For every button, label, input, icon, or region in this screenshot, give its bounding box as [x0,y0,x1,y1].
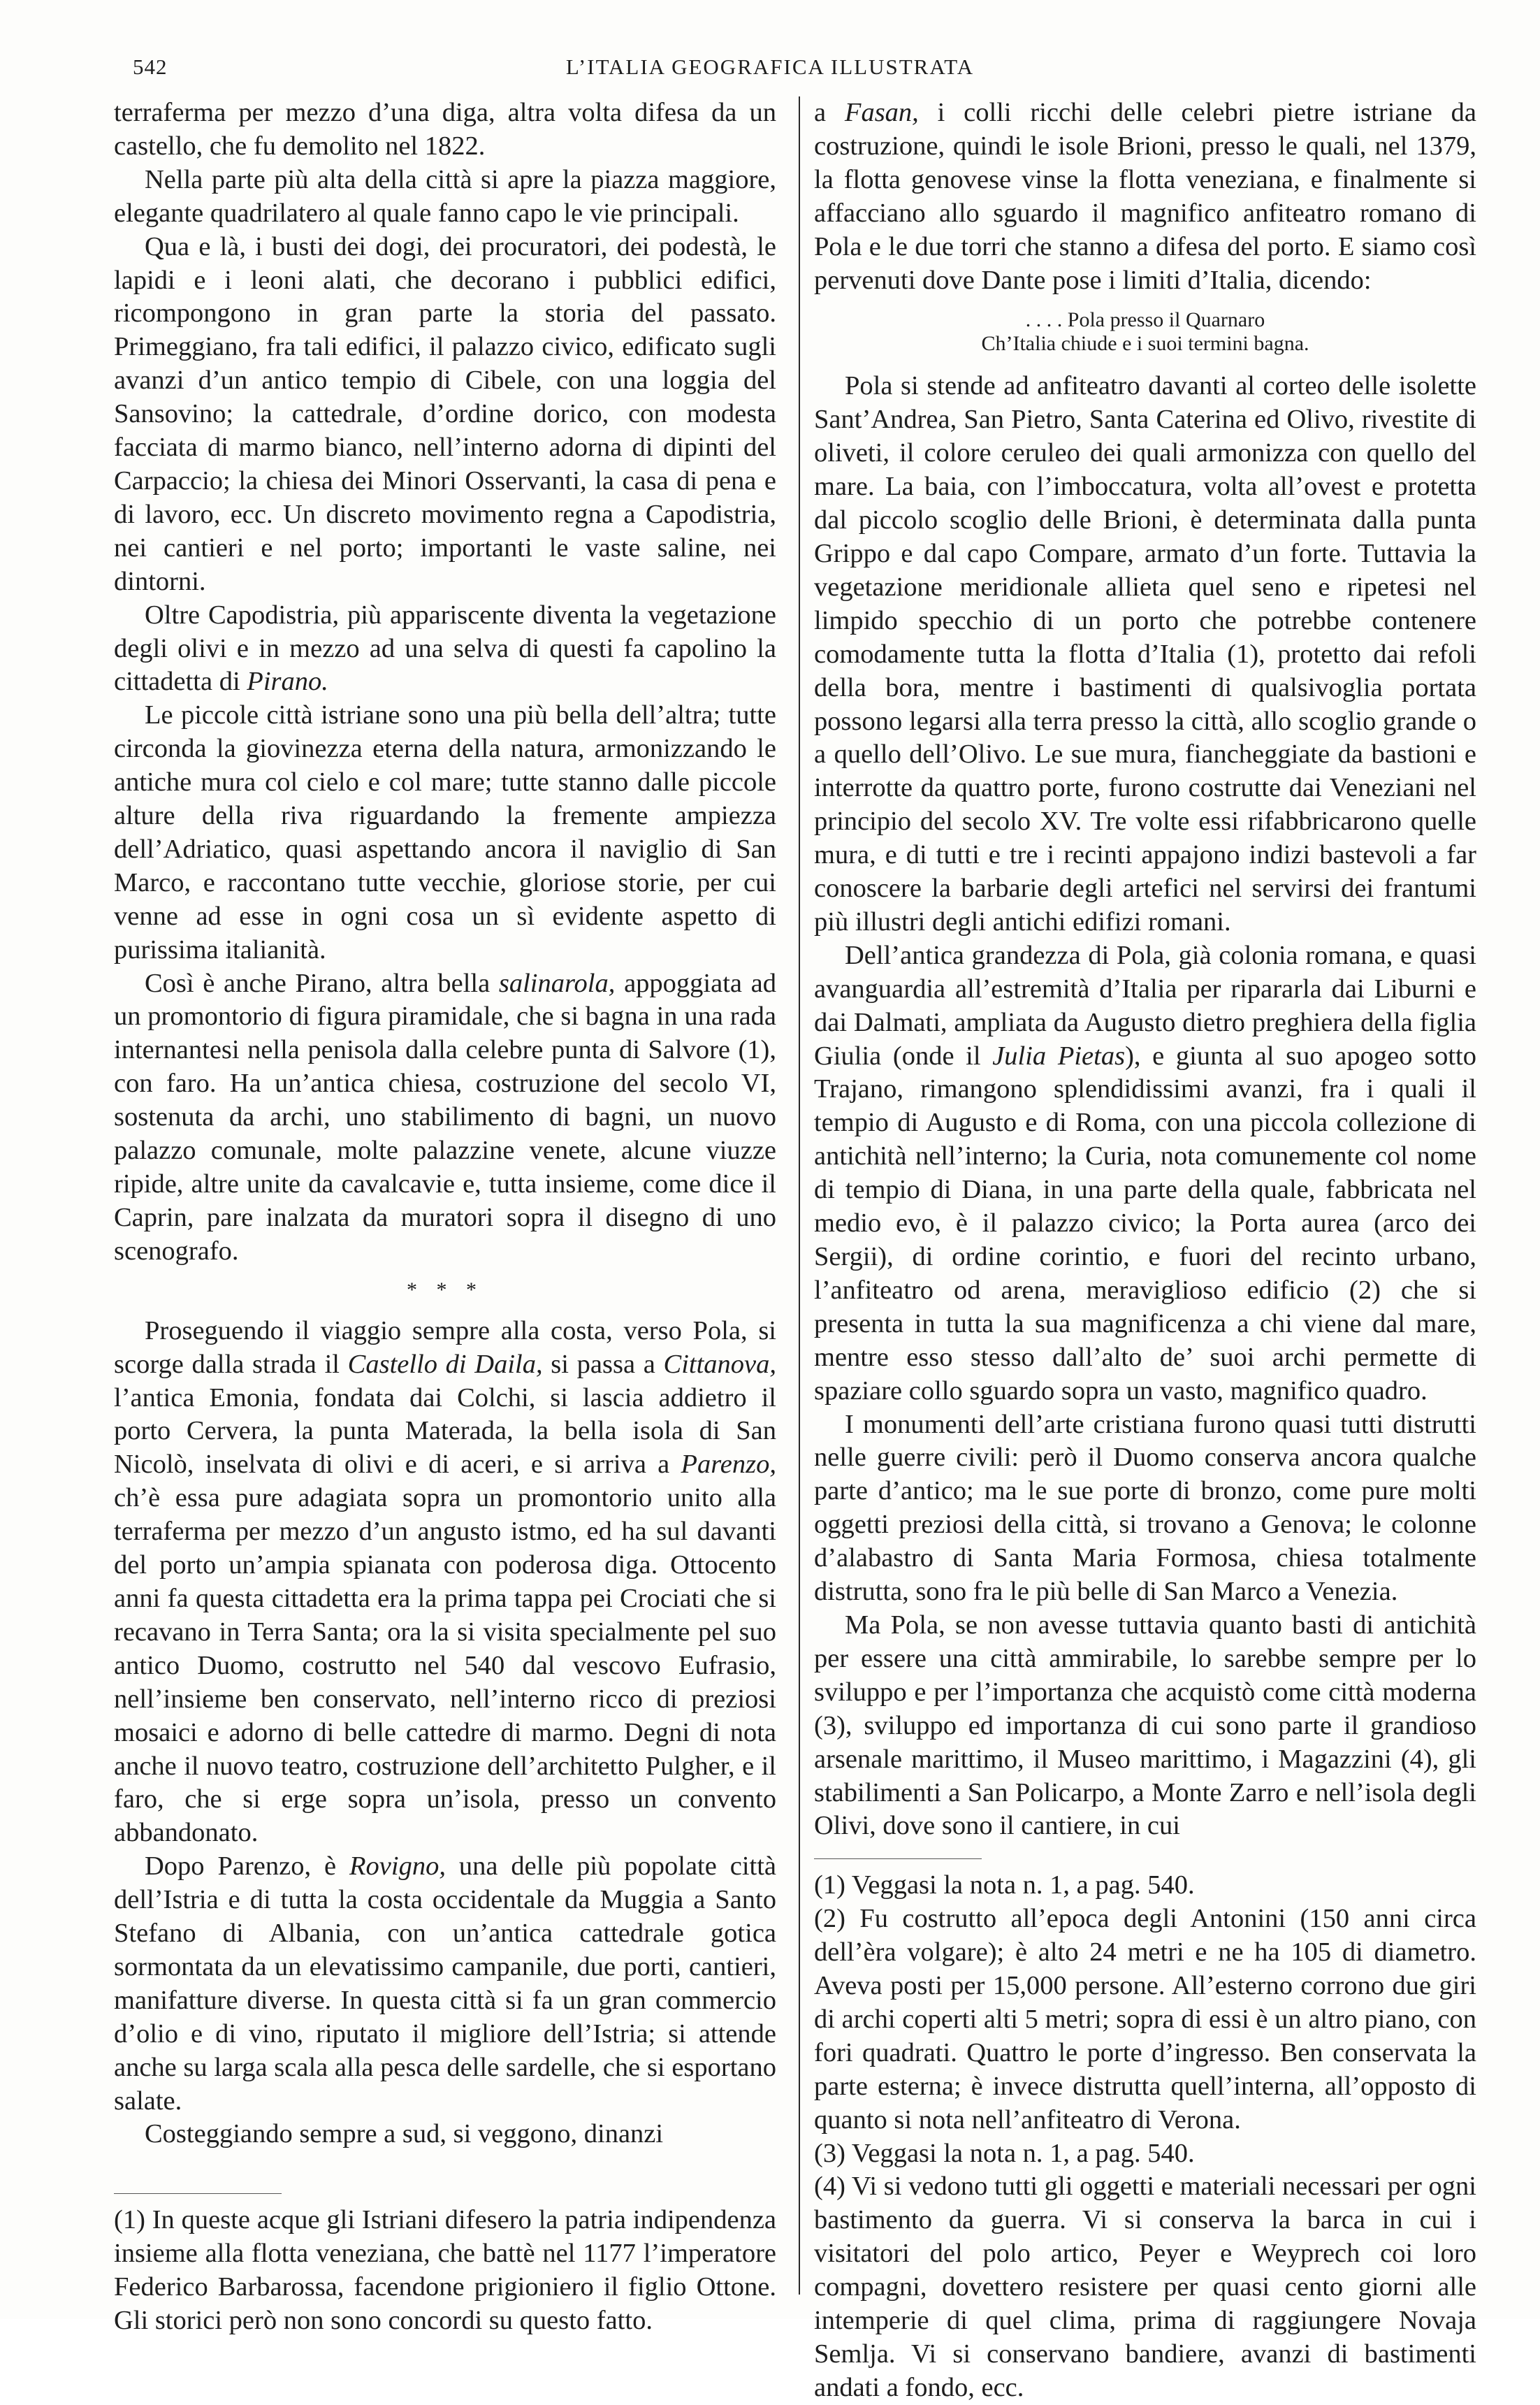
paragraph: Qua e là, i busti dei dogi, dei procuratori, dei podestà, le lapidi e i leoni alati, che decorano i pubblici edifici, ricompongono in gran parte la storia del passato. Primeggiano, fra tali edifici, il palazzo civico, edificato sugli avanzi d’un antico tempio di Cibele, con una loggia del Sansovino; la cattedrale, d’ordine dorico, con modesta facciata di marmo bianco, nell’interno adorna di dipinti del Carpaccio; la chiesa dei Minori Osservanti, la casa di pena e di lavoro, ecc. Un discreto movimento regna a Capodistria, nei cantieri e nel porto; importanti le vaste saline, nei dintorni. [114,231,776,596]
paragraph [114,599,776,700]
right-column [814,96,1476,2405]
footnote-rule [114,2193,282,2194]
section-separator: * * * [407,1278,484,1301]
text-run: una delle più popolate città dell’Istria e di tutta la costa occidentale da Muggia a Santo Stefano di Albania, con un’antica cattedrale gotica sormontata da un elevatissimo campanile, due porti, cantieri, manifatture diverse. In questa città si fa un gran commercio d’olio e di vino, riputato il migliore dell’Istria; si attende anche su larga scala alla pesca delle sardelle, che si esportano salate. [114,1851,776,2116]
place-name-italic: Fasan, [844,98,919,127]
text-run: Proseguendo il viaggio sempre alla costa, verso Pola, si scorge dalla strada il [114,1315,776,1379]
text-run: ch’è essa pure adagiata sopra un promontorio unito alla terraferma per mezzo d’un angusto istmo, ed ha sul davanti del porto un’ampia spianata con poderosa diga. Ottocento anni fa questa cittadetta era la prima tappa pei Crociati che si recavano in Terra Santa; ora la si visita specialmente pel suo antico Duomo, costrutto nel 540 dal vescovo Eufrasio, nell’insieme ben conservato, nell’interno ricco di preziosi mosaici e adorno di belle cattedre di marmo. Degni di nota anche il nuovo teatro, costruzione dell’architetto Pulgher, e il faro, che si erge sopra un’isola, presso un convento abbandonato. [114,1483,776,1848]
running-title: L’ITALIA GEOGRAFICA ILLUSTRATA [565,55,975,79]
paragraph [114,1315,776,1851]
footnote: (1) In queste acque gli Istriani difesero la patria indipendenza insieme alla flotta veneziana, che battè nel 1177 l’imperatore Federico Barbarossa, facendone prigioniero il figlio Ottone. Gli storici però non sono concordi su questo fatto. [114,2205,776,2336]
text-run: appoggiata ad un promontorio di figura piramidale, che si bagna in una rada internantesi nella penisola dalla celebre punta di Salvore (1), con faro. Ha un’antica chiesa, costruzione del secolo VI, sostenuta da archi, uno stabilimento di bagni, un nuovo palazzo comunale, molte palazzine venete, alcune viuzze ripide, altre unite da cavalcavie e, tutta insieme, come dice il Caprin, pare inalzata da muratori sopra il disegno di uno scenografo. [114,968,776,1266]
left-column [114,96,776,2338]
verse-line: Ch’Italia chiude e i suoi termini bagna. [981,332,1309,356]
verse-line: . . . . Pola presso il Quarnaro [1025,308,1265,332]
paragraph: Ma Pola, se non avesse tuttavia quanto basti di antichità per essere una città ammirabile, lo sarebbe sempre per lo sviluppo e per l’importanza che acquistò come città moderna (3), sviluppo ed importanza di cui sono parte il grandioso arsenale marittimo, il Museo marittimo, i Magazzini (4), gli stabilimenti a San Policarpo, a Monte Zarro e nell’isola degli Olivi, dove sono il cantiere, in cui [814,1610,1476,1841]
text-run: Dell’antica grandezza di Pola, già colonia romana, e quasi avanguardia all’estremità d’Italia per ripararla dai Liburni e dai Dalmati, ampliata da Augusto dietro preghiera della figlia Giulia (onde il [814,940,1476,1071]
text-run: l’antica Emonia, fondata dai Colchi, si lascia addietro il porto Cervera, la punta Materada, la bella isola di San Nicolò, inselvata di olivi e di aceri, e si arriva a [114,1382,776,1480]
paragraph: Le piccole città istriane sono una più bella dell’altra; tutte circonda la giovinezza eterna della natura, armonizzando le antiche mura col cielo e col mare; tutte stanno dalle piccole alture della riva riguardando la fremente ampiezza dell’Adriatico, quasi aspettando ancora il naviglio di San Marco, e raccontano tutte vecchie, gloriose storie, per cui venne ad esse in ogni cosa un sì evidente aspetto di purissima italianità. [114,700,776,965]
dante-quotation [814,308,1476,356]
footnote: (4) Vi si vedono tutti gli oggetti e materiali necessari per ogni bastimento da guerra. Vi si conserva la barca in cui i visitatori del polo artico, Peyer e Weyprech coi loro compagni, dovettero resistere per quasi cento giorni alle intemperie di quel clima, prima di raggiungere Novaja Semlja. Vi si conservano bandiere, avanzi di bastimenti andati a fondo, ecc. [814,2172,1476,2402]
footnotes [814,1858,1476,2405]
place-name-italic: Parenzo, [681,1450,776,1480]
paragraph: I monumenti dell’arte cristiana furono quasi tutti distrutti nelle guerre civili: però il Duomo conserva ancora qualche parte d’antico; ma le sue porte di bronzo, come pure molti oggetti preziosi della città, si trovano a Genova; le colonne d’alabastro di Santa Maria Formosa, chiesa totalmente distrutta, sono fra le più belle di San Marco a Venezia. [814,1409,1476,1607]
paragraph [114,1850,776,2118]
text-run: Oltre Capodistria, più appariscente diventa la vegetazione degli olivi e in mezzo ad una selva di questi fa capolino la cittadetta di [114,600,776,697]
text-run: Dopo Parenzo, è [145,1851,350,1882]
page-number: 542 [133,55,168,79]
latin-term-italic: Julia Pietas [992,1041,1126,1071]
paragraph: Pola si stende ad anfiteatro davanti al corteo delle isolette Sant’Andrea, San Pietro, Santa Caterina ed Olivo, rivestite di oliveti, il colore ceruleo dei quali armonizza con quello del mare. La baia, con l’imboccatura, volta all’ovest e protetta dal piccolo scoglio delle Brioni, è determinata dalla punta Grippo e dal capo Compare, armato d’un forte. Tuttavia la vegetazione meridionale allieta quel seno e ripetesi nel limpido specchio di un porto che potrebbe contenere comodamente tutta la flotta d’Italia (1), protetto dai refoli della bora, mentre i bastimenti di qualsivoglia portata possono legarsi alla terra presso la città, allo scoglio grande o a quello dell’Olivo. Le sue mura, fiancheggiate da bastioni e interrotte da quattro porte, furono costrutte dai Veneziani nel principio del secolo XV. Tre volte essi rifabbricarono quelle mura, e di tutti e tre i recinti appajono indizi bastevoli a far conoscere la barbarie degli artefici nel servirsi dei frantumi più illustri degli antichi edifizi romani. [814,371,1476,937]
paragraph: Costeggiando sempre a sud, si veggono, dinanzi [145,2119,664,2149]
paragraph [114,967,776,1269]
text-run: Così è anche Pirano, altra bella [145,968,499,998]
place-name-italic: Pirano. [247,667,328,697]
text-run: ), e giunta al suo apogeo sotto Trajano, rimangono splendidissimi avanzi, fra i quali il tempio di Augusto e di Roma, con una piccola collezione di antichità nell’interno; la Curia, nota comunemente col nome di tempio di Diana, in una parte della quale, fabbricata nel medio evo, è il palazzo civico; la Porta aurea (arco dei Sergii), di ordine corintio, e fuori del recinto urbano, l’anfiteatro od arena, meraviglioso edificio (2) che si presenta in tutta la sua magnificenza a chi viene dal mare, mentre esso stesso dall’alto de’ suoi archi permette di spaziare collo sguardo sopra un vasto, magnifico quadro. [814,1041,1476,1406]
paragraph: terraferma per mezzo d’una diga, altra volta difesa da un castello, che fu demolito nel 1822. [114,98,776,161]
footnote: (3) Veggasi la nota n. 1, a pag. 540. [814,2138,1195,2168]
paragraph [814,96,1476,297]
place-name-italic: Rovigno, [349,1851,446,1882]
paragraph: Nella parte più alta della città si apre la piazza maggiore, elegante quadrilatero al quale fanno capo le vie principali. [114,164,776,228]
text-run: si passa a [542,1349,664,1379]
place-name-italic: Cittanova, [663,1349,776,1379]
term-italic: salinarola, [498,968,616,998]
text-run: i colli ricchi delle celebri pietre istriane da costruzione, quindi le isole Brioni, presso le quali, nel 1379, la flotta genovese vinse la flotta veneziana, e finalmente si affacciano allo sguardo il magnifico anfiteatro romano di Pola e le due torri che stanno a difesa del porto. E siamo così pervenuti dove Dante pose i limiti d’Italia, dicendo: [814,98,1476,295]
footnote: (1) Veggasi la nota n. 1, a pag. 540. [814,1870,1195,1900]
place-name-italic: Castello di Daila, [347,1349,543,1379]
footnote-rule [814,1858,982,1859]
paragraph [814,939,1476,1408]
footnotes [114,2193,776,2338]
footnote: (2) Fu costrutto all’epoca degli Antonini (150 anni circa dell’èra volgare); è alto 24 metri e ne ha 105 di diametro. Aveva posti per 15,000 persone. All’esterno corrono due giri di archi coperti alti 5 metri; sopra di essi è un altro piano, con fori quadrati. Quattro le porte d’ingresso. Ben conservata la parte esterna; è invece distrutta quell’interna, all’opposto di quanto si nota nell’anfiteatro di Verona. [814,1904,1476,2135]
page-header [0,55,1540,82]
text-run: a [814,98,845,127]
column-divider [799,96,800,2295]
